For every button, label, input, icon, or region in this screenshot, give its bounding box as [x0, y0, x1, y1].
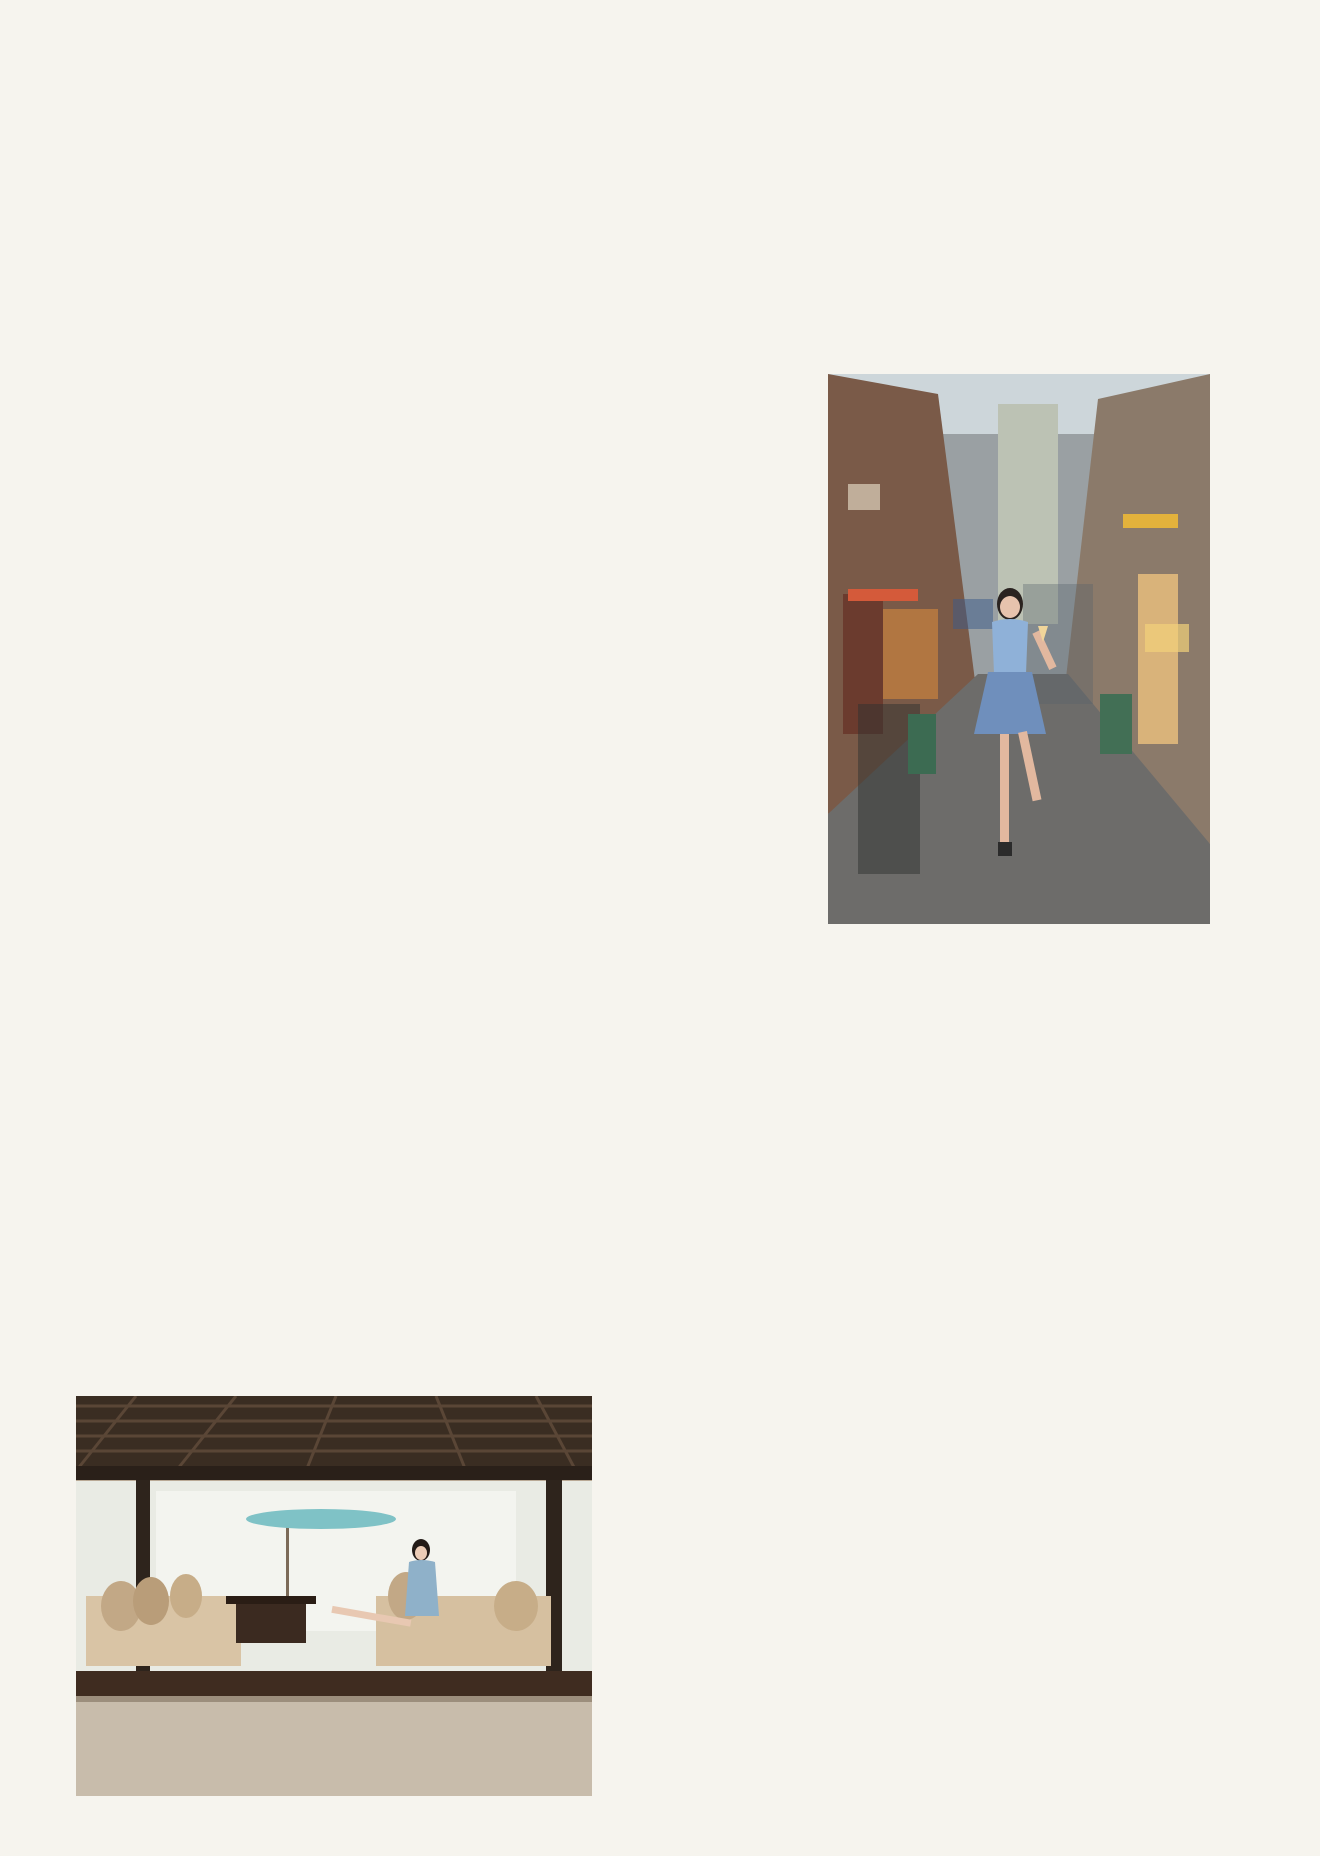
pavilion-photo — [76, 1396, 592, 1796]
street-photo-icon — [828, 374, 1210, 924]
text-block-4-left — [614, 1394, 872, 1784]
text-block-2-right — [599, 522, 809, 922]
text-block-4-right — [1058, 1394, 1208, 1784]
text-block-2-left — [76, 522, 598, 927]
street-photo — [828, 374, 1210, 924]
section-heading-center — [985, 1412, 1049, 1712]
section-heading-audition — [312, 98, 376, 328]
pavilion-photo-icon — [76, 1396, 592, 1796]
text-block-1-left — [76, 72, 304, 482]
text-block-3 — [76, 958, 1210, 1363]
